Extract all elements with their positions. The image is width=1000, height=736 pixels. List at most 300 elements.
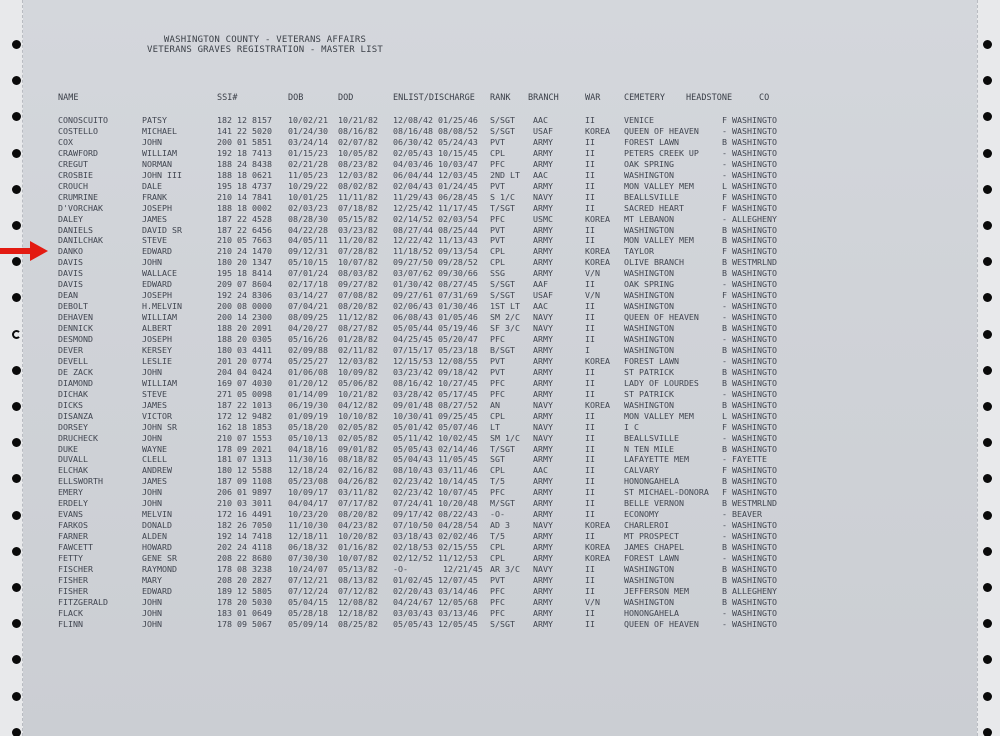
cell-ssi: 206 01 9897 (217, 487, 272, 498)
cell-county: WASHINGTO (732, 531, 777, 542)
cell-branch: ARMY (533, 246, 553, 257)
cell-dod: 09/27/82 (338, 279, 378, 290)
cell-rank: PFC (490, 585, 505, 596)
cell-rank: PVT (490, 355, 505, 366)
cell-cemetery: QUEEN OF HEAVEN (624, 125, 699, 136)
cell-county: WASHINGTO (732, 553, 777, 563)
cell-headstone: - (722, 432, 727, 443)
cell-enlist-discharge: 09/27/61 07/31/69 (393, 290, 478, 301)
cell-enlist-discharge: 09/17/42 08/22/43 (393, 509, 478, 520)
cell-surname: FISHER (58, 585, 88, 596)
cell-dob: 11/10/30 (288, 520, 328, 531)
cell-county: WASHINGTO (732, 377, 777, 388)
cell-ssi: 187 22 4528 (217, 213, 272, 224)
cell-dob: 03/14/27 (288, 290, 328, 301)
cell-county: WASHINGTO (732, 596, 777, 607)
cell-given-name: WILLIAM (142, 377, 177, 388)
cell-ssi: 181 07 1313 (217, 454, 272, 465)
cell-dob: 05/10/15 (288, 257, 328, 268)
cell-surname: DEBOLT (58, 301, 88, 312)
tractor-feed-hole (983, 366, 992, 375)
cell-headstone: B (722, 136, 727, 147)
cell-surname: ERDELY (58, 498, 88, 509)
tractor-feed-hole (983, 619, 992, 628)
cell-headstone: - (722, 301, 727, 312)
cell-cemetery: BEALLSVILLE (624, 432, 679, 443)
cell-rank: S 1/C (490, 191, 515, 202)
column-header-cemetery: CEMETERY (624, 93, 665, 103)
cell-given-name: DONALD (142, 520, 172, 531)
cell-county: WASHINGTO (732, 235, 777, 246)
cell-headstone: F (722, 246, 727, 257)
cell-enlist-discharge: 12/15/53 12/08/55 (393, 355, 478, 366)
cell-dod: 12/08/82 (338, 596, 378, 607)
cell-dob: 05/10/13 (288, 432, 328, 443)
cell-cemetery: PETERS CREEK UP (624, 147, 699, 158)
cell-headstone: B (722, 268, 727, 279)
cell-cemetery: BELLE VERNON (624, 498, 684, 509)
cell-rank: PFC (490, 388, 505, 399)
cell-cemetery: HONONGAHELA (624, 607, 679, 618)
cell-surname: EVANS (58, 509, 83, 520)
cell-headstone: B (722, 399, 727, 410)
cell-cemetery: WASHINGTON (624, 334, 674, 344)
cell-enlist-discharge: 07/24/41 10/20/48 (393, 498, 478, 509)
cell-war: KOREA (585, 520, 610, 531)
cell-surname: FLACK (58, 607, 83, 618)
cell-ssi: 209 07 8604 (217, 279, 272, 290)
cell-war: KOREA (585, 257, 610, 268)
cell-cemetery: HONONGAHELA (624, 476, 679, 487)
tractor-feed-hole (983, 655, 992, 664)
cell-ssi: 187 22 1013 (217, 399, 272, 410)
cell-branch: ARMY (533, 509, 553, 520)
cell-county: FAYETTE (732, 454, 767, 465)
cell-ssi: 200 14 2300 (217, 312, 272, 323)
cell-given-name: EDWARD (142, 246, 172, 257)
cell-rank: LT (490, 421, 500, 432)
cell-cemetery: N TEN MILE (624, 443, 674, 454)
cell-enlist-discharge: 02/14/52 02/03/54 (393, 213, 478, 224)
cell-branch: ARMY (533, 257, 553, 268)
cell-dob: 10/24/07 (288, 563, 328, 574)
cell-enlist-discharge: 07/15/17 05/23/18 (393, 344, 478, 355)
cell-headstone: - (722, 279, 727, 290)
cell-dod: 10/21/82 (338, 388, 378, 399)
cell-dod: 10/09/82 (338, 366, 378, 377)
column-header-name: NAME (58, 93, 79, 103)
cell-ssi: 210 03 3011 (217, 498, 272, 509)
cell-surname: FISHER (58, 574, 88, 585)
cell-surname: DANIELS (58, 224, 93, 235)
cell-dob: 05/23/08 (288, 476, 328, 487)
column-header-headstone: HEADSTONE (686, 93, 733, 103)
cell-war: II (585, 410, 595, 421)
cell-branch: ARMY (533, 202, 553, 213)
cell-county: WASHINGTO (732, 476, 777, 487)
cell-war: II (585, 498, 595, 509)
cell-headstone: B (722, 498, 727, 509)
cell-war: II (585, 323, 595, 334)
cell-ssi: 195 18 8414 (217, 268, 272, 279)
cell-war: II (585, 136, 595, 147)
tractor-feed-hole (983, 402, 992, 411)
cell-dod: 05/06/82 (338, 377, 378, 388)
cell-dob: 07/12/24 (288, 585, 328, 596)
cell-branch: ARMY (533, 476, 553, 487)
cell-enlist-discharge: 10/30/41 09/25/45 (393, 410, 478, 421)
cell-dod: 11/12/82 (338, 312, 378, 323)
cell-branch: ARMY (533, 618, 553, 629)
cell-enlist-discharge: 02/06/43 01/30/46 (393, 301, 478, 312)
tractor-feed-hole (983, 40, 992, 49)
cell-dod: 05/15/82 (338, 213, 378, 224)
cell-war: II (585, 115, 595, 125)
cell-dob: 07/30/30 (288, 553, 328, 563)
cell-cemetery: FOREST LAWN (624, 355, 679, 366)
cell-branch: ARMY (533, 180, 553, 191)
cell-rank: PFC (490, 158, 505, 169)
cell-dod: 07/12/82 (338, 585, 378, 596)
cell-branch: NAVY (533, 563, 553, 574)
tractor-feed-hole (12, 402, 21, 411)
cell-headstone: F (722, 421, 727, 432)
cell-cemetery: OLIVE BRANCH (624, 257, 684, 268)
cell-ssi: 187 22 6456 (217, 224, 272, 235)
cell-given-name: JAMES (142, 399, 167, 410)
cell-war: II (585, 509, 595, 520)
cell-cemetery: WASHINGTON (624, 399, 674, 410)
cell-given-name: VICTOR (142, 410, 172, 421)
cell-surname: DAVIS (58, 268, 83, 279)
cell-rank: PVT (490, 366, 505, 377)
cell-enlist-discharge: 12/22/42 11/13/43 (393, 235, 478, 246)
cell-enlist-discharge: 01/02/45 12/07/45 (393, 574, 478, 585)
cell-given-name: STEVE (142, 235, 167, 246)
cell-given-name: GENE SR (142, 553, 177, 563)
cell-cemetery: ST MICHAEL-DONORA (624, 487, 709, 498)
cell-dod: 02/11/82 (338, 344, 378, 355)
cell-dod: 10/05/82 (338, 147, 378, 158)
cell-dod: 04/23/82 (338, 520, 378, 531)
cell-rank: T/SGT (490, 443, 515, 454)
cell-dod: 08/25/82 (338, 618, 378, 629)
cell-ssi: 178 08 3238 (217, 563, 272, 574)
cell-branch: ARMY (533, 607, 553, 618)
document-title: WASHINGTON COUNTY - VETERANS AFFAIRS (163, 35, 367, 45)
cell-county: WASHINGTO (732, 542, 777, 553)
cell-headstone: B (722, 585, 727, 596)
cell-given-name: HOWARD (142, 542, 172, 553)
cell-given-name: PATSY (142, 115, 167, 125)
cell-rank: PVT (490, 180, 505, 191)
tractor-feed-hole (12, 655, 21, 664)
cell-cemetery: OAK SPRING (624, 158, 674, 169)
cell-rank: 2ND LT (490, 169, 520, 180)
cell-dob: 08/28/30 (288, 213, 328, 224)
cell-given-name: DAVID SR (142, 224, 182, 235)
cell-headstone: - (722, 169, 727, 180)
cell-war: II (585, 476, 595, 487)
cell-dob: 11/05/23 (288, 169, 328, 180)
cell-county: WASHINGTO (732, 158, 777, 169)
cell-war: II (585, 454, 595, 465)
cell-headstone: B (722, 344, 727, 355)
cell-county: WASHINGTO (732, 410, 777, 421)
tractor-feed-hole (983, 185, 992, 194)
cell-branch: USAF (533, 125, 553, 136)
tractor-feed-hole (983, 728, 992, 736)
cell-surname: DALEY (58, 213, 83, 224)
cell-enlist-discharge: 02/05/43 10/15/45 (393, 147, 478, 158)
cell-cemetery: MON VALLEY MEM (624, 235, 694, 246)
tractor-feed-hole (12, 221, 21, 230)
cell-cemetery: WASHINGTON (624, 596, 674, 607)
cell-war: II (585, 224, 595, 235)
cell-war: II (585, 366, 595, 377)
cell-county: WASHINGTO (732, 279, 777, 290)
cell-given-name: JOHN (142, 366, 162, 377)
column-header-dod: DOD (338, 93, 354, 103)
cell-branch: ARMY (533, 377, 553, 388)
cell-dob: 05/16/26 (288, 334, 328, 344)
column-header-co: CO (759, 93, 770, 103)
cell-dob: 10/23/20 (288, 509, 328, 520)
cell-county: WASHINGTO (732, 421, 777, 432)
cell-war: II (585, 180, 595, 191)
cell-headstone: - (722, 213, 727, 224)
cell-dob: 04/22/28 (288, 224, 328, 235)
cell-county: WASHINGTO (732, 115, 777, 125)
cell-cemetery: ST PATRICK (624, 366, 674, 377)
cell-headstone: F (722, 115, 727, 125)
cell-surname: DESMOND (58, 334, 93, 344)
cell-ssi: 188 18 0002 (217, 202, 272, 213)
cell-dob: 10/09/17 (288, 487, 328, 498)
cell-given-name: JOHN (142, 596, 162, 607)
cell-ssi: 180 12 5588 (217, 465, 272, 476)
cell-headstone: B (722, 476, 727, 487)
cell-rank: SM 2/C (490, 312, 520, 323)
cell-cemetery: WASHINGTON (624, 290, 674, 301)
cell-given-name: ALDEN (142, 531, 167, 542)
tractor-feed-hole (12, 474, 21, 483)
cell-war: KOREA (585, 213, 610, 224)
right-tractor-feed-strip (977, 0, 1000, 736)
cell-given-name: CLELL (142, 454, 167, 465)
cell-given-name: JOHN (142, 607, 162, 618)
cell-headstone: B (722, 366, 727, 377)
cell-dob: 01/15/23 (288, 147, 328, 158)
cell-branch: ARMY (533, 344, 553, 355)
cell-cemetery: WASHINGTON (624, 224, 674, 235)
cell-rank: S/SGT (490, 618, 515, 629)
cell-branch: ARMY (533, 158, 553, 169)
cell-cemetery: ST PATRICK (624, 388, 674, 399)
cell-enlist-discharge: 06/30/42 05/24/43 (393, 136, 478, 147)
cell-county: WESTMRLND (732, 498, 777, 509)
cell-enlist-discharge: 06/04/44 12/03/45 (393, 169, 478, 180)
cell-headstone: - (722, 388, 727, 399)
cell-rank: PFC (490, 596, 505, 607)
cell-given-name: FRANK (142, 191, 167, 202)
cell-enlist-discharge: 04/03/46 10/03/47 (393, 158, 478, 169)
cell-given-name: H.MELVIN (142, 301, 182, 312)
cell-branch: ARMY (533, 136, 553, 147)
cell-county: WASHINGTO (732, 224, 777, 235)
cell-dod: 07/08/82 (338, 290, 378, 301)
cell-cemetery: WASHINGTON (624, 323, 674, 334)
cell-enlist-discharge: 11/18/52 09/13/54 (393, 246, 478, 257)
cell-county: WESTMRLND (732, 257, 777, 268)
cell-surname: DEVELL (58, 355, 88, 366)
cell-dod: 03/11/82 (338, 487, 378, 498)
cell-cemetery: LAFAYETTE MEM (624, 454, 689, 465)
cell-enlist-discharge: 05/04/43 11/05/45 (393, 454, 478, 465)
cell-ssi: 178 09 5067 (217, 618, 272, 629)
cell-headstone: - (722, 509, 727, 520)
cell-rank: T/5 (490, 476, 505, 487)
cell-enlist-discharge: 02/12/52 11/12/53 (393, 553, 478, 563)
tractor-feed-hole (983, 330, 992, 339)
cell-headstone: - (722, 158, 727, 169)
cell-enlist-discharge: 04/25/45 05/20/47 (393, 334, 478, 344)
cell-ssi: 210 14 7841 (217, 191, 272, 202)
cell-given-name: WAYNE (142, 443, 167, 454)
cell-surname: DRUCHECK (58, 432, 98, 443)
cell-given-name: JOHN SR (142, 421, 177, 432)
cell-cemetery: WASHINGTON (624, 268, 674, 279)
cell-headstone: F (722, 191, 727, 202)
cell-surname: EMERY (58, 487, 83, 498)
tractor-feed-hole (12, 583, 21, 592)
cell-cemetery: MON VALLEY MEM (624, 180, 694, 191)
cell-dod: 08/23/82 (338, 158, 378, 169)
cell-branch: AAC (533, 115, 548, 125)
cell-rank: S/SGT (490, 125, 515, 136)
cell-dod: 07/18/82 (338, 202, 378, 213)
cell-enlist-discharge: 11/29/43 06/28/45 (393, 191, 478, 202)
cell-headstone: B (722, 323, 727, 334)
cell-war: II (585, 563, 595, 574)
cell-rank: PFC (490, 487, 505, 498)
cell-branch: AAF (533, 279, 548, 290)
cell-cemetery: MT PROSPECT (624, 531, 679, 542)
left-tractor-feed-strip (0, 0, 23, 736)
cell-war: II (585, 585, 595, 596)
cell-county: WASHINGTO (732, 388, 777, 399)
cell-surname: DAVIS (58, 279, 83, 290)
cell-dob: 01/09/19 (288, 410, 328, 421)
cell-dod: 02/16/82 (338, 465, 378, 476)
cell-rank: CPL (490, 553, 505, 563)
cell-branch: ARMY (533, 235, 553, 246)
cell-dod: 10/07/82 (338, 257, 378, 268)
tractor-feed-hole (983, 221, 992, 230)
cell-surname: DIAMOND (58, 377, 93, 388)
cell-enlist-discharge: 03/18/43 02/02/46 (393, 531, 478, 542)
cell-surname: DEAN (58, 290, 78, 301)
cell-dod: 08/27/82 (338, 323, 378, 334)
cell-war: II (585, 531, 595, 542)
cell-cemetery: ECONOMY (624, 509, 659, 520)
cell-cemetery: WASHINGTON (624, 563, 674, 574)
cell-dob: 02/03/23 (288, 202, 328, 213)
cell-dod: 01/16/82 (338, 542, 378, 553)
cell-given-name: JAMES (142, 476, 167, 487)
cell-dod: 08/18/82 (338, 454, 378, 465)
cell-surname: CROUCH (58, 180, 88, 191)
cell-given-name: JOSEPH (142, 334, 172, 344)
cell-dod: 04/26/82 (338, 476, 378, 487)
cell-dod: 10/20/82 (338, 531, 378, 542)
column-header-enlist-discharge: ENLIST/DISCHARGE (393, 93, 475, 103)
cell-dob: 09/12/31 (288, 246, 328, 257)
cell-branch: ARMY (533, 585, 553, 596)
cell-given-name: STEVE (142, 388, 167, 399)
cell-dob: 01/06/08 (288, 366, 328, 377)
cell-given-name: WILLIAM (142, 312, 177, 323)
tractor-feed-hole (12, 619, 21, 628)
cell-surname: FETTY (58, 553, 83, 563)
cell-ssi: 183 01 0649 (217, 607, 272, 618)
tractor-feed-hole (983, 547, 992, 556)
cell-branch: ARMY (533, 268, 553, 279)
cell-given-name: ALBERT (142, 323, 172, 334)
cell-ssi: 192 18 7413 (217, 147, 272, 158)
cell-ssi: 182 12 8157 (217, 115, 272, 125)
cell-rank: AR 3/C (490, 563, 520, 574)
tractor-feed-hole (12, 438, 21, 447)
cell-cemetery: QUEEN OF HEAVEN (624, 312, 699, 323)
cell-ssi: 141 22 5020 (217, 125, 272, 136)
cell-dob: 01/24/30 (288, 125, 328, 136)
cell-surname: COX (58, 136, 73, 147)
cell-given-name: LESLIE (142, 355, 172, 366)
cell-rank: SGT (490, 454, 505, 465)
cell-headstone: B (722, 563, 727, 574)
cell-county: WASHINGTO (732, 191, 777, 202)
cell-ssi: 188 20 0305 (217, 334, 272, 344)
cell-enlist-discharge: 08/16/48 08/08/52 (393, 125, 478, 136)
cell-branch: ARMY (533, 531, 553, 542)
cell-surname: DEVER (58, 344, 83, 355)
cell-county: WASHINGTO (732, 312, 777, 323)
cell-war: II (585, 377, 595, 388)
cell-headstone: - (722, 531, 727, 542)
cell-enlist-discharge: 02/04/43 01/24/45 (393, 180, 478, 191)
cell-dob: 01/14/09 (288, 388, 328, 399)
column-header-dob: DOB (288, 93, 304, 103)
cell-enlist-discharge: 05/05/43 12/05/45 (393, 618, 478, 629)
cell-headstone: B (722, 574, 727, 585)
cell-surname: D'VORCHAK (58, 202, 103, 213)
cell-war: KOREA (585, 246, 610, 257)
cell-surname: CRUMRINE (58, 191, 98, 202)
cell-enlist-discharge: 07/10/50 04/28/54 (393, 520, 478, 531)
cell-headstone: - (722, 147, 727, 158)
cell-county: WASHINGTO (732, 487, 777, 498)
cell-rank: CPL (490, 542, 505, 553)
cell-surname: DE ZACK (58, 366, 93, 377)
cell-dob: 04/05/11 (288, 235, 328, 246)
cell-ssi: 192 14 7418 (217, 531, 272, 542)
cell-dob: 08/09/25 (288, 312, 328, 323)
cell-dob: 03/24/14 (288, 136, 328, 147)
cell-surname: DANKO (58, 246, 83, 257)
cell-county: WASHINGTO (732, 290, 777, 301)
cell-branch: USMC (533, 213, 553, 224)
